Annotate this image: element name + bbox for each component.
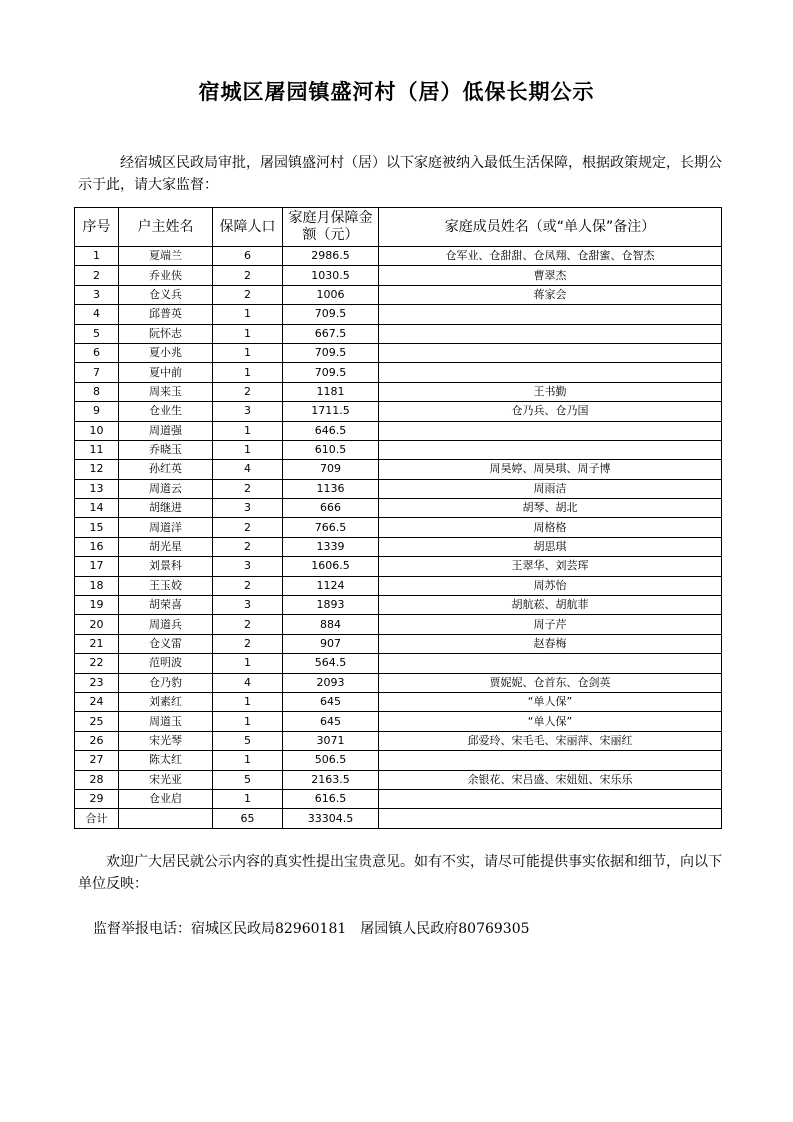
cell-amount: 3071	[283, 731, 379, 750]
cell-amount: 645	[283, 692, 379, 711]
cell-amount: 564.5	[283, 654, 379, 673]
cell-members	[379, 421, 722, 440]
cell-head-name: 仓乃豹	[119, 673, 213, 692]
cell-amount: 1136	[283, 479, 379, 498]
cell-head-name: 邱普英	[119, 305, 213, 324]
cell-count: 2	[213, 518, 283, 537]
cell-head-name: 周道兵	[119, 615, 213, 634]
cell-members: 周子芹	[379, 615, 722, 634]
hotline-text: 监督举报电话：宿城区民政局82960181 屠园镇人民政府80769305	[93, 921, 530, 937]
cell-amount: 709.5	[283, 343, 379, 362]
cell-amount: 646.5	[283, 421, 379, 440]
cell-amount: 1711.5	[283, 402, 379, 421]
cell-count: 3	[213, 402, 283, 421]
cell-amount: 616.5	[283, 789, 379, 808]
table-row	[75, 324, 722, 343]
table-row	[75, 654, 722, 673]
cell-seq: 23	[75, 673, 119, 692]
cell-amount: 1006	[283, 285, 379, 304]
cell-members: “单人保”	[379, 712, 722, 731]
cell-count: 1	[213, 305, 283, 324]
cell-count: 2	[213, 479, 283, 498]
cell-count: 6	[213, 247, 283, 266]
cell-amount: 766.5	[283, 518, 379, 537]
cell-members	[379, 305, 722, 324]
cell-amount: 666	[283, 499, 379, 518]
total-count: 65	[213, 809, 283, 828]
cell-count: 3	[213, 557, 283, 576]
total-empty-cell	[119, 809, 213, 828]
cell-seq: 28	[75, 770, 119, 789]
table-row	[75, 382, 722, 401]
cell-count: 2	[213, 382, 283, 401]
cell-seq: 20	[75, 615, 119, 634]
table-row	[75, 537, 722, 556]
cell-members: 王书勤	[379, 382, 722, 401]
cell-members: 蒋家会	[379, 285, 722, 304]
table-body	[75, 247, 722, 809]
cell-members: 周雨洁	[379, 479, 722, 498]
cell-amount: 506.5	[283, 751, 379, 770]
page-title: 宿城区屠园镇盛河村（居）低保长期公示	[198, 80, 595, 104]
cell-head-name: 仓义雷	[119, 634, 213, 653]
table-row	[75, 343, 722, 362]
table-row	[75, 615, 722, 634]
cell-seq: 25	[75, 712, 119, 731]
cell-seq: 4	[75, 305, 119, 324]
cell-head-name: 刘素红	[119, 692, 213, 711]
header-members: 家庭成员姓名（或“单人保”备注）	[379, 208, 722, 247]
cell-members: 邱爱玲、宋毛毛、宋丽萍、宋丽红	[379, 731, 722, 750]
cell-amount: 709.5	[283, 363, 379, 382]
cell-count: 3	[213, 499, 283, 518]
cell-amount: 1030.5	[283, 266, 379, 285]
table-row	[75, 285, 722, 304]
cell-head-name: 胡继进	[119, 499, 213, 518]
cell-members: “单人保”	[379, 692, 722, 711]
cell-amount: 907	[283, 634, 379, 653]
subsidy-table	[74, 207, 722, 829]
cell-seq: 10	[75, 421, 119, 440]
header-head-name: 户主姓名	[119, 208, 213, 247]
header-seq: 序号	[75, 208, 119, 247]
cell-members	[379, 789, 722, 808]
intro-paragraph: 经宿城区民政局审批，屠园镇盛河村（居）以下家庭被纳入最低生活保障，根据政策规定，长期公示于此，请大家监督：	[78, 155, 722, 193]
header-amount: 家庭月保障金额（元）	[283, 208, 379, 247]
cell-amount: 1339	[283, 537, 379, 556]
cell-head-name: 夏中前	[119, 363, 213, 382]
cell-members: 周昊婷、周昊琪、周子博	[379, 460, 722, 479]
table-row	[75, 402, 722, 421]
table-row	[75, 421, 722, 440]
cell-head-name: 阮怀志	[119, 324, 213, 343]
total-label: 合计	[75, 809, 119, 828]
cell-seq: 12	[75, 460, 119, 479]
cell-members	[379, 343, 722, 362]
cell-amount: 709	[283, 460, 379, 479]
cell-seq: 18	[75, 576, 119, 595]
cell-count: 1	[213, 421, 283, 440]
cell-amount: 667.5	[283, 324, 379, 343]
cell-count: 4	[213, 460, 283, 479]
cell-count: 2	[213, 266, 283, 285]
cell-members	[379, 324, 722, 343]
cell-head-name: 周来玉	[119, 382, 213, 401]
cell-head-name: 陈太红	[119, 751, 213, 770]
cell-members: 周格格	[379, 518, 722, 537]
cell-members: 仓乃兵、仓乃国	[379, 402, 722, 421]
cell-count: 1	[213, 654, 283, 673]
cell-count: 4	[213, 673, 283, 692]
cell-count: 1	[213, 343, 283, 362]
cell-count: 5	[213, 731, 283, 750]
cell-count: 2	[213, 285, 283, 304]
cell-seq: 8	[75, 382, 119, 401]
cell-seq: 3	[75, 285, 119, 304]
table-header-row	[75, 208, 722, 247]
table-row	[75, 460, 722, 479]
cell-count: 1	[213, 692, 283, 711]
cell-amount: 1124	[283, 576, 379, 595]
cell-head-name: 周道洋	[119, 518, 213, 537]
cell-amount: 2163.5	[283, 770, 379, 789]
cell-head-name: 周道玉	[119, 712, 213, 731]
cell-amount: 884	[283, 615, 379, 634]
cell-members: 王翠华、刘芸珲	[379, 557, 722, 576]
cell-count: 2	[213, 537, 283, 556]
cell-members: 余银花、宋吕盛、宋妞妞、宋乐乐	[379, 770, 722, 789]
table-row	[75, 247, 722, 266]
table-row	[75, 789, 722, 808]
cell-seq: 17	[75, 557, 119, 576]
header-count: 保障人口	[213, 208, 283, 247]
cell-members: 胡航菘、胡航菲	[379, 596, 722, 615]
cell-seq: 9	[75, 402, 119, 421]
cell-count: 1	[213, 789, 283, 808]
cell-seq: 27	[75, 751, 119, 770]
cell-head-name: 王玉姣	[119, 576, 213, 595]
total-row	[75, 809, 722, 828]
cell-members	[379, 654, 722, 673]
cell-count: 1	[213, 440, 283, 459]
table-row	[75, 596, 722, 615]
cell-seq: 19	[75, 596, 119, 615]
cell-seq: 26	[75, 731, 119, 750]
table-row	[75, 712, 722, 731]
cell-head-name: 仓业生	[119, 402, 213, 421]
cell-seq: 6	[75, 343, 119, 362]
cell-count: 2	[213, 634, 283, 653]
table-row	[75, 518, 722, 537]
cell-members	[379, 363, 722, 382]
table-row	[75, 557, 722, 576]
cell-count: 1	[213, 712, 283, 731]
cell-head-name: 胡光星	[119, 537, 213, 556]
cell-head-name: 周道云	[119, 479, 213, 498]
cell-count: 3	[213, 596, 283, 615]
cell-seq: 15	[75, 518, 119, 537]
cell-seq: 29	[75, 789, 119, 808]
cell-seq: 2	[75, 266, 119, 285]
cell-members: 胡思琪	[379, 537, 722, 556]
table-row	[75, 479, 722, 498]
cell-members: 贾妮妮、仓首东、仓剑英	[379, 673, 722, 692]
cell-head-name: 刘景科	[119, 557, 213, 576]
total-members-empty	[379, 809, 722, 828]
cell-head-name: 仓义兵	[119, 285, 213, 304]
cell-count: 5	[213, 770, 283, 789]
table-row	[75, 673, 722, 692]
cell-count: 2	[213, 615, 283, 634]
table-row	[75, 692, 722, 711]
cell-count: 1	[213, 751, 283, 770]
cell-head-name: 乔晓玉	[119, 440, 213, 459]
table-row	[75, 770, 722, 789]
cell-members	[379, 440, 722, 459]
cell-head-name: 仓业启	[119, 789, 213, 808]
cell-amount: 645	[283, 712, 379, 731]
cell-amount: 709.5	[283, 305, 379, 324]
cell-head-name: 乔业侠	[119, 266, 213, 285]
cell-count: 2	[213, 576, 283, 595]
table-row	[75, 440, 722, 459]
cell-head-name: 胡荣喜	[119, 596, 213, 615]
cell-head-name: 周道强	[119, 421, 213, 440]
cell-amount: 610.5	[283, 440, 379, 459]
table-row	[75, 363, 722, 382]
table-row	[75, 634, 722, 653]
cell-members: 胡琴、胡北	[379, 499, 722, 518]
table-row	[75, 576, 722, 595]
cell-count: 1	[213, 363, 283, 382]
cell-head-name: 宋光亚	[119, 770, 213, 789]
cell-amount: 2093	[283, 673, 379, 692]
cell-seq: 13	[75, 479, 119, 498]
cell-seq: 5	[75, 324, 119, 343]
cell-seq: 21	[75, 634, 119, 653]
cell-head-name: 宋光琴	[119, 731, 213, 750]
table-row	[75, 266, 722, 285]
cell-amount: 1181	[283, 382, 379, 401]
total-amount: 33304.5	[283, 809, 379, 828]
welcome-paragraph: 欢迎广大居民就公示内容的真实性提出宝贵意见。如有不实，请尽可能提供事实依据和细节，向以下单位反映：	[78, 854, 722, 892]
cell-members: 曹翠杰	[379, 266, 722, 285]
cell-seq: 14	[75, 499, 119, 518]
cell-seq: 7	[75, 363, 119, 382]
cell-seq: 24	[75, 692, 119, 711]
cell-seq: 16	[75, 537, 119, 556]
table-row	[75, 499, 722, 518]
cell-members	[379, 751, 722, 770]
cell-head-name: 夏端兰	[119, 247, 213, 266]
cell-members: 周苏怡	[379, 576, 722, 595]
cell-amount: 2986.5	[283, 247, 379, 266]
cell-amount: 1893	[283, 596, 379, 615]
cell-members: 仓军业、仓甜甜、仓凤翔、仓甜蜜、仓智杰	[379, 247, 722, 266]
cell-head-name: 范明波	[119, 654, 213, 673]
table-row	[75, 751, 722, 770]
cell-seq: 1	[75, 247, 119, 266]
cell-count: 1	[213, 324, 283, 343]
cell-head-name: 夏小兆	[119, 343, 213, 362]
table-row	[75, 305, 722, 324]
table-row	[75, 731, 722, 750]
cell-seq: 22	[75, 654, 119, 673]
cell-head-name: 孙红英	[119, 460, 213, 479]
cell-seq: 11	[75, 440, 119, 459]
cell-amount: 1606.5	[283, 557, 379, 576]
cell-members: 赵春梅	[379, 634, 722, 653]
